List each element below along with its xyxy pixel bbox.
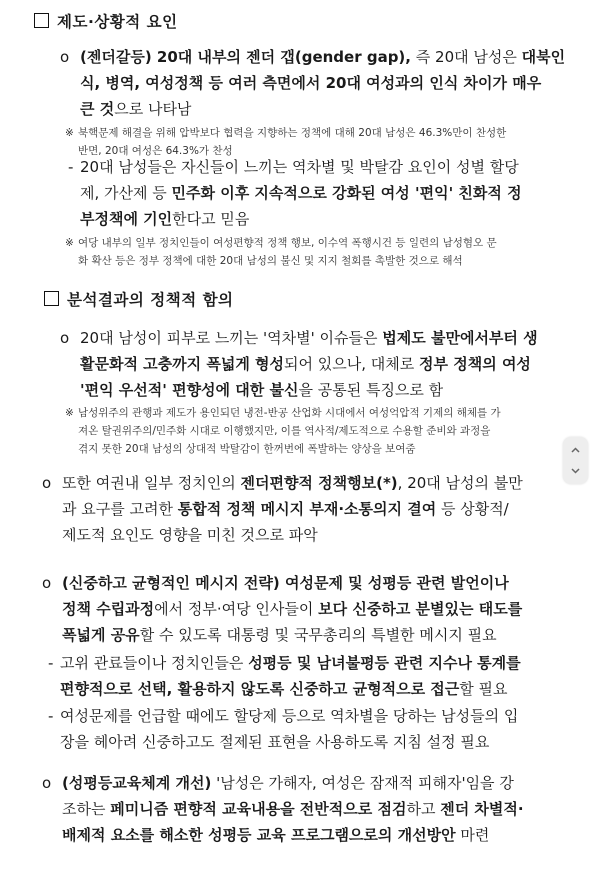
bullet-marker: o (60, 48, 70, 66)
scroll-control[interactable] (563, 437, 588, 484)
paragraph-reverse-discrimination-issues: o 20대 남성이 피부로 느끼는 '역차별' 이슈들은 법제도 불만에서부터 생 활문화적 고충까지 폭넓게 형성되어 있으나, 대체로 정부 정책의 여성 '편익 우선적' 편향성에 대한 불신을 공통된 특징으로 함 (80, 325, 538, 403)
bullet-marker: o (42, 774, 52, 792)
dash-marker: - (68, 158, 74, 176)
footnote-ruling-party: ※ 여당 내부의 일부 정치인들이 여성편향적 정책 행보, 이수역 폭행시건 등 일련의 남성혐오 문 화 확산 등은 정부 정책에 대한 20대 남성의 불신 및 지지 철회를 촉발한 것으로 해석 (78, 234, 497, 270)
paragraph-expression-guidelines: - 여성문제를 언급할 때에도 할당제 등으로 역차별을 당하는 남성들의 입 장을 헤아려 신중하고도 절제된 표현을 사용하도록 지침 설정 필요 (60, 703, 518, 755)
paragraph-situational-factors: o 또한 여권내 일부 정치인의 젠더편향적 정책행보(*), 20대 남성의 불만 과 요구를 고려한 통합적 정책 메시지 부재·소통의지 결여 등 상황적/ 제도적 요인도 영향을 미친 것으로 파악 (62, 470, 523, 548)
bullet-marker: o (42, 474, 52, 492)
section-heading-institutional: 제도·상황적 요인 (34, 10, 178, 32)
chevron-up-icon[interactable] (570, 445, 581, 456)
paragraph-gender-conflict: o (젠더갈등) 20대 내부의 젠더 갭(gender gap), 즉 20대 남성은 대북인 식, 병역, 여성정책 등 여러 측면에서 20대 여성과의 인식 차이가 매우 큰 것으로 나타남 (80, 44, 565, 122)
note-mark: ※ (65, 407, 74, 419)
bullet-marker: o (60, 329, 70, 347)
footnote-nuclear-policy: ※ 북핵문제 해결을 위해 압박보다 협력을 지향하는 정책에 대해 20대 남성은 46.3%만이 찬성한 반면, 20대 여성은 64.3%가 찬성 (78, 124, 506, 160)
note-mark: ※ (65, 237, 74, 249)
paragraph-reverse-discrimination: - 20대 남성들은 자신들이 느끼는 역차별 및 박탈감 요인이 성별 할당 제, 가산제 등 민주화 이후 지속적으로 강화된 여성 '편익' 친화적 정 부정책에 기인한다고 믿음 (80, 154, 522, 232)
note-mark: ※ (65, 127, 74, 139)
paragraph-education-reform: o (성평등교육체계 개선) '남성은 가해자, 여성은 잠재적 피해자'임을 강 조하는 페미니즘 편향적 교육내용을 전반적으로 점검하고 젠더 차별적· 배제적 요소를 해소한 성평등 교육 프로그램으로의 개선방안 마련 (62, 770, 524, 848)
checkbox-square-icon (44, 291, 59, 306)
checkbox-square-icon (34, 13, 49, 28)
dash-marker: - (48, 654, 54, 672)
paragraph-message-strategy: o (신중하고 균형적인 메시지 전략) 여성문제 및 성평등 관련 발언이나 정책 수립과정에서 정부·여당 인사들이 보다 신중하고 분별있는 태도를 폭넓게 공유할 수 있도록 대통령 및 국무총리의 특별한 메시지 필요 (62, 570, 522, 648)
dash-marker: - (48, 707, 54, 725)
footnote-historical-context: ※ 남성위주의 관행과 제도가 용인되던 냉전-반공 산업화 시대에서 여성억압적 기제의 해체를 가 져온 탈권위주의/민주화 시대로 이행했지만, 이를 역사적/제도적으로 수용할 준비와 과정을 겪지 못한 20대 남성의 상대적 박탈감이 한꺼번에 폭발하는 양상을 보여줌 (78, 404, 501, 458)
bullet-marker: o (42, 574, 52, 592)
section-heading-policy-implications: 분석결과의 정책적 함의 (44, 288, 234, 310)
chevron-down-icon[interactable] (570, 465, 581, 476)
paragraph-official-statistics: - 고위 관료들이나 정치인들은 성평등 및 남녀불평등 관련 지수나 통계를 편향적으로 선택, 활용하지 않도록 신중하고 균형적으로 접근할 필요 (60, 650, 521, 702)
